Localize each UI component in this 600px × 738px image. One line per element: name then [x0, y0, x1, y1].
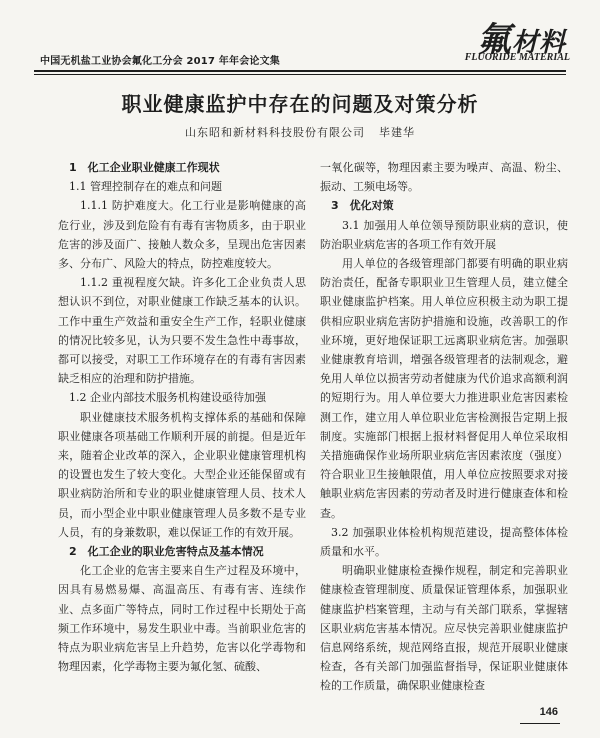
- paragraph: 明确职业健康检查操作规程，制定和完善职业健康检查管理制度、质量保证管理体系，加强职业健康监护档案管理，主动与有关部门联系，掌握辖区职业病危害基本情况。应尽快完善职业健康监护信息网络系统，规范网络直报，规范开展职业健康检查，各有关部门加强监督指导，保证职业健康体检的工作质量，确保职业健康检查: [320, 564, 568, 693]
- paragraph: 1.1.2 重视程度欠缺。许多化工企业负责人思想认识不到位，对职业健康工作缺乏基本的认识。工作中重生产效益和重安全生产工作，轻职业健康的情况比较多见，认为只要不发生急性中毒事故，都可以接受，对职工工作环境存在的有毒有害因素缺乏相应的治理和防护措施。: [58, 276, 306, 386]
- subsection-heading: 1.1 管理控制存在的难点和问题: [69, 180, 222, 194]
- header-rule-thick: [34, 70, 566, 72]
- page-number: 146: [539, 706, 558, 718]
- paragraph: 用人单位的各级管理部门都要有明确的职业病防治责任，配备专职职业卫生管理人员，建立健全职业健康监护档案。用人单位应积极主动为职工提供相应职业病危害防护措施和设施，改善职工的作业环境，更好地保证职工远离职业病危害。加强职业健康教育培训，增强各级管理者的法制观念，避免用人单位以损害劳动者健康为代价追求高额利润的短期行为。用人单位要大力推进职业危害因素检测工作，建立用人单位职业危害检测报告定期上报制度。实施部门根据上报材料督促用人单位采取相关措施确保作业场所职业病危害因素浓度（强度）符合职业卫生接触限值，用人单位应按照要求对接触职业病危害因素的劳动者及时进行健康查体和检查。: [320, 257, 568, 520]
- section-heading: 2 化工企业的职业危害特点及基本情况: [69, 545, 264, 559]
- header-rule-thin: [34, 74, 566, 75]
- paragraph: 1.1.1 防护难度大。化工行业是影响健康的高危行业，涉及到危险有有毒有害物质多，由于职业危害的涉及面广、接触人数众多，呈现出危害因素多、分布广、风险大的特点，防控难度较大。: [58, 199, 306, 271]
- logo-chinese: 氟材料: [476, 20, 566, 60]
- paragraph: 3.1 加强用人单位领导预防职业病的意识，使防治职业病危害的各项工作有效开展: [320, 218, 568, 251]
- affiliation: 山东昭和新材料科技股份有限公司: [185, 126, 365, 139]
- author: 毕建华: [379, 126, 415, 139]
- journal-logo: [450, 8, 570, 70]
- subsection-heading: 1.2 企业内部技术服务机构建设亟待加强: [69, 391, 266, 405]
- paragraph: 职业健康技术服务机构支撑体系的基础和保障职业健康各项基础工作顺利开展的前提。但是近年来，随着企业改革的深入，企业职业健康管理机构的设置也发生了较大变化。大型企业还能保留或有职业病防治所和专业的职业健康管理人员、技术人员，而小型企业中职业健康管理人员多数不是专业人员，有的身兼数职，难以保证工作的有效开展。: [58, 410, 306, 539]
- byline: [0, 124, 600, 140]
- logo-english: FLUORIDE MATERIAL: [464, 52, 570, 63]
- subsection-heading: 3.2 加强职业体检机构规范建设，提高整体体检质量和水平。: [320, 525, 568, 559]
- section-heading: 1 化工企业职业健康工作现状: [69, 161, 220, 174]
- page-number-rule: [520, 723, 560, 724]
- section-heading: 3 优化对策: [331, 199, 394, 213]
- paragraph: 化工企业的危害主要来自生产过程及环境中，因具有易燃易爆、高温高压、有毒有害、连续作业、点多面广等特点，同时工作过程中长期处于高频工作环境中，易发生职业中毒。当前职业危害的特点为职业病危害呈上升趋势，危害以化学毒物和物理因素，化学毒物主要为氟化氢、硫酸、: [58, 564, 306, 674]
- left-column: [58, 158, 306, 676]
- page-header: [40, 8, 570, 66]
- article-title: 职业健康监护中存在的问题及对策分析: [121, 92, 479, 116]
- right-column: [320, 158, 568, 696]
- paragraph: 一氧化碳等，物理因素主要为噪声、高温、粉尘、振动、工频电场等。: [320, 161, 568, 194]
- conference-title: 中国无机盐工业协会氟化工分会 2017 年年会论文集: [40, 56, 280, 67]
